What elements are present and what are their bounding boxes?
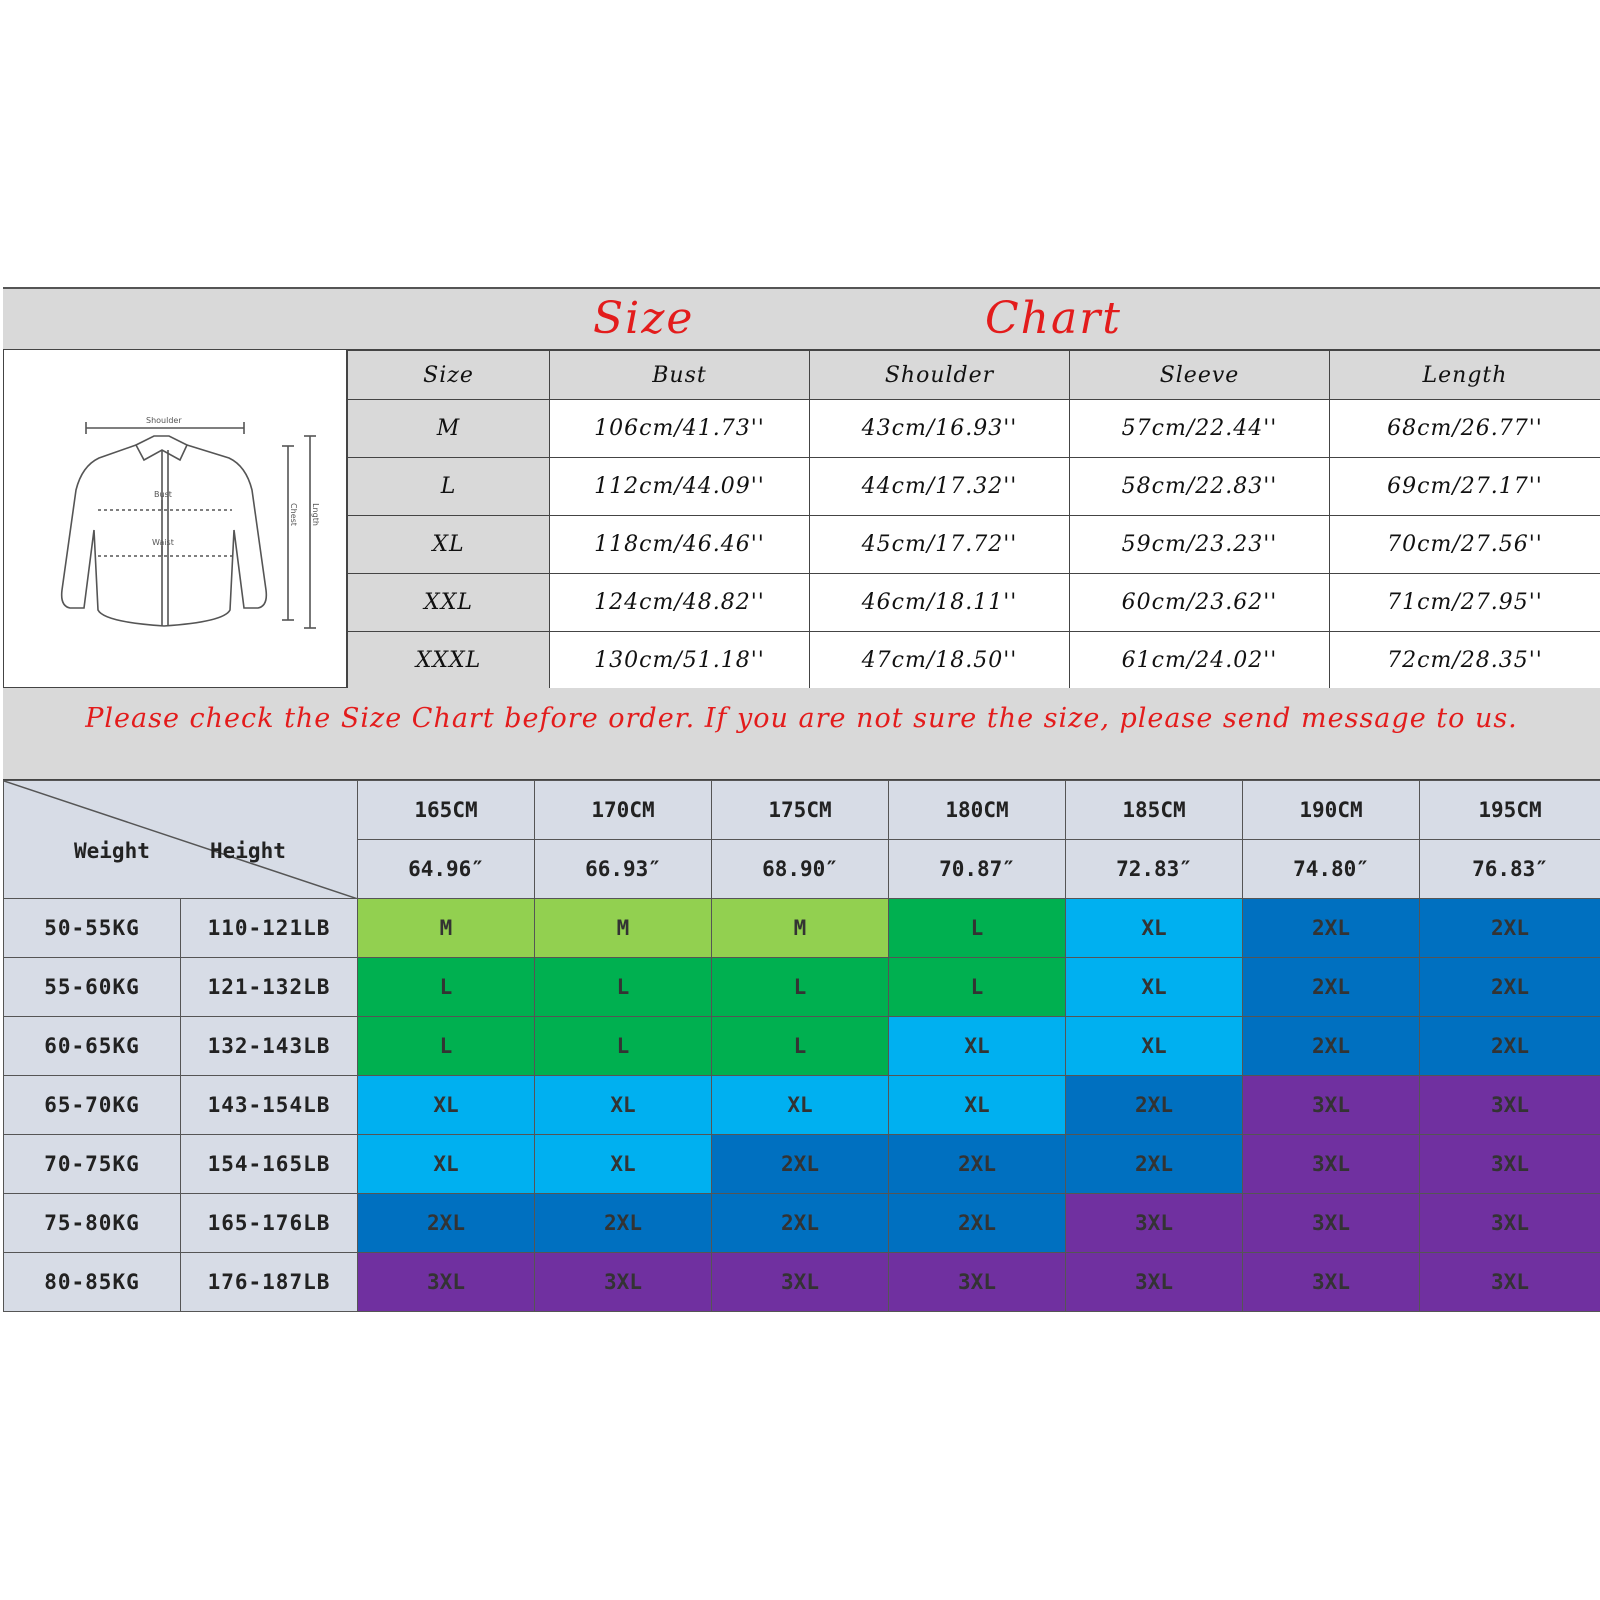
fit-size-cell: 3XL [358, 1253, 535, 1312]
fit-size-cell: 3XL [1243, 1194, 1420, 1253]
fit-size-cell: 2XL [1066, 1076, 1243, 1135]
fit-size-cell: M [712, 899, 889, 958]
fit-size-cell: 3XL [1420, 1253, 1600, 1312]
measurement-header-row [348, 351, 1600, 400]
fit-size-cell: 2XL [1420, 899, 1600, 958]
corner-weight-label: Weight [74, 839, 150, 863]
height-inch-cell: 74.80″ [1243, 840, 1420, 899]
fit-size-cell: XL [358, 1135, 535, 1194]
fit-size-cell: 3XL [1420, 1076, 1600, 1135]
fit-size-cell: 3XL [1420, 1194, 1600, 1253]
label-waist: Waist [152, 538, 174, 547]
height-inch-cell: 76.83″ [1420, 840, 1600, 899]
measurement-cell: 60cm/23.62'' [1070, 574, 1330, 632]
measurement-cell: 69cm/27.17'' [1330, 458, 1600, 516]
header-shoulder: Shoulder [810, 351, 1070, 400]
fit-grid-table [3, 780, 1600, 1312]
fit-size-cell: 2XL [1243, 1017, 1420, 1076]
fit-size-cell: M [358, 899, 535, 958]
measurement-row [348, 400, 1600, 458]
weight-kg-cell: 55-60KG [4, 958, 181, 1017]
weight-lb-cell: 143-154LB [181, 1076, 358, 1135]
size-cell: L [348, 458, 550, 516]
weight-kg-cell: 60-65KG [4, 1017, 181, 1076]
measurement-cell: 59cm/23.23'' [1070, 516, 1330, 574]
fit-size-cell: XL [889, 1017, 1066, 1076]
fit-size-cell: 2XL [1066, 1135, 1243, 1194]
height-inch-cell: 70.87″ [889, 840, 1066, 899]
fit-size-cell: XL [358, 1076, 535, 1135]
fit-size-cell: L [712, 958, 889, 1017]
height-cm-cell: 165CM [358, 781, 535, 840]
fit-size-cell: XL [1066, 958, 1243, 1017]
fit-size-cell: 3XL [1066, 1194, 1243, 1253]
fit-size-cell: L [535, 958, 712, 1017]
measurement-cell: 71cm/27.95'' [1330, 574, 1600, 632]
fit-size-cell: 2XL [535, 1194, 712, 1253]
fit-size-cell: L [358, 958, 535, 1017]
title-size-word: Size [593, 293, 695, 344]
height-cm-cell: 180CM [889, 781, 1066, 840]
height-cm-cell: 190CM [1243, 781, 1420, 840]
height-cm-cell: 185CM [1066, 781, 1243, 840]
fit-grid-corner [4, 781, 358, 899]
fit-size-cell: 2XL [1420, 1017, 1600, 1076]
header-length: Length [1330, 351, 1600, 400]
height-inch-cell: 64.96″ [358, 840, 535, 899]
fit-size-cell: L [712, 1017, 889, 1076]
fit-row [4, 1194, 1600, 1253]
weight-lb-cell: 165-176LB [181, 1194, 358, 1253]
measurement-cell: 118cm/46.46'' [550, 516, 810, 574]
fit-size-cell: L [889, 958, 1066, 1017]
fit-row [4, 958, 1600, 1017]
fit-size-cell: XL [889, 1076, 1066, 1135]
measurement-cell: 45cm/17.72'' [810, 516, 1070, 574]
fit-size-cell: 3XL [1243, 1076, 1420, 1135]
height-cm-row [4, 781, 1600, 840]
fit-size-cell: 2XL [712, 1194, 889, 1253]
label-shoulder: Shoulder [146, 416, 182, 425]
measurement-cell: 43cm/16.93'' [810, 400, 1070, 458]
fit-size-cell: 2XL [358, 1194, 535, 1253]
fit-size-cell: 3XL [889, 1253, 1066, 1312]
header-size: Size [348, 351, 550, 400]
fit-size-cell: XL [535, 1135, 712, 1194]
label-chest: Chest [288, 503, 298, 526]
measurement-cell: 57cm/22.44'' [1070, 400, 1330, 458]
measurement-cell: 112cm/44.09'' [550, 458, 810, 516]
shirt-diagram [3, 350, 347, 688]
label-length: Lngth [310, 503, 320, 526]
fit-size-cell: 3XL [1420, 1135, 1600, 1194]
measurement-cell: 70cm/27.56'' [1330, 516, 1600, 574]
measurement-cell: 106cm/41.73'' [550, 400, 810, 458]
corner-height-label: Height [210, 839, 286, 863]
fit-size-cell: 2XL [712, 1135, 889, 1194]
header-sleeve: Sleeve [1070, 351, 1330, 400]
height-cm-cell: 175CM [712, 781, 889, 840]
weight-lb-cell: 110-121LB [181, 899, 358, 958]
measurement-cell: 124cm/48.82'' [550, 574, 810, 632]
weight-kg-cell: 80-85KG [4, 1253, 181, 1312]
fit-size-cell: 2XL [1420, 958, 1600, 1017]
size-cell: XXL [348, 574, 550, 632]
size-cell: XL [348, 516, 550, 574]
fit-size-cell: L [889, 899, 1066, 958]
measurement-row [348, 516, 1600, 574]
weight-lb-cell: 121-132LB [181, 958, 358, 1017]
size-cell: M [348, 400, 550, 458]
fit-size-cell: 3XL [535, 1253, 712, 1312]
measurement-section [3, 350, 1600, 688]
fit-size-cell: L [535, 1017, 712, 1076]
height-cm-cell: 170CM [535, 781, 712, 840]
size-cell: XXXL [348, 632, 550, 690]
weight-kg-cell: 50-55KG [4, 899, 181, 958]
height-inch-cell: 66.93″ [535, 840, 712, 899]
weight-lb-cell: 132-143LB [181, 1017, 358, 1076]
fit-size-cell: 3XL [1243, 1253, 1420, 1312]
height-inch-cell: 68.90″ [712, 840, 889, 899]
fit-size-cell: XL [1066, 1017, 1243, 1076]
corner-diagonal [4, 781, 358, 899]
fit-size-cell: 3XL [1066, 1253, 1243, 1312]
weight-lb-cell: 176-187LB [181, 1253, 358, 1312]
size-chart [3, 287, 1600, 1315]
fit-size-cell: 2XL [1243, 958, 1420, 1017]
fit-size-cell: 3XL [1243, 1135, 1420, 1194]
weight-kg-cell: 75-80KG [4, 1194, 181, 1253]
fit-row [4, 1076, 1600, 1135]
measurement-table [347, 350, 1600, 690]
fit-size-cell: XL [1066, 899, 1243, 958]
order-notice: Please check the Size Chart before order. If you are not sure the size, please send message to us. [3, 688, 1600, 780]
fit-size-cell: M [535, 899, 712, 958]
measurement-cell: 46cm/18.11'' [810, 574, 1070, 632]
measurement-cell: 72cm/28.35'' [1330, 632, 1600, 690]
measurement-cell: 58cm/22.83'' [1070, 458, 1330, 516]
measurement-row [348, 458, 1600, 516]
fit-size-cell: XL [712, 1076, 889, 1135]
measurement-cell: 47cm/18.50'' [810, 632, 1070, 690]
fit-size-cell: 2XL [889, 1135, 1066, 1194]
measurement-cell: 61cm/24.02'' [1070, 632, 1330, 690]
weight-kg-cell: 70-75KG [4, 1135, 181, 1194]
measurement-cell: 130cm/51.18'' [550, 632, 810, 690]
weight-kg-cell: 65-70KG [4, 1076, 181, 1135]
fit-row [4, 899, 1600, 958]
header-bust: Bust [550, 351, 810, 400]
title-chart-word: Chart [985, 293, 1122, 344]
fit-row [4, 1253, 1600, 1312]
fit-size-cell: 2XL [1243, 899, 1420, 958]
fit-size-cell: L [358, 1017, 535, 1076]
title-band [3, 289, 1600, 350]
measurement-cell: 68cm/26.77'' [1330, 400, 1600, 458]
fit-row [4, 1135, 1600, 1194]
height-cm-cell: 195CM [1420, 781, 1600, 840]
fit-row [4, 1017, 1600, 1076]
label-bust: Bust [154, 490, 172, 499]
measurement-row [348, 574, 1600, 632]
fit-size-cell: XL [535, 1076, 712, 1135]
measurement-row [348, 632, 1600, 690]
fit-size-cell: 3XL [712, 1253, 889, 1312]
height-inch-cell: 72.83″ [1066, 840, 1243, 899]
fit-grid-section [3, 780, 1600, 1317]
measurement-cell: 44cm/17.32'' [810, 458, 1070, 516]
fit-size-cell: 2XL [889, 1194, 1066, 1253]
weight-lb-cell: 154-165LB [181, 1135, 358, 1194]
